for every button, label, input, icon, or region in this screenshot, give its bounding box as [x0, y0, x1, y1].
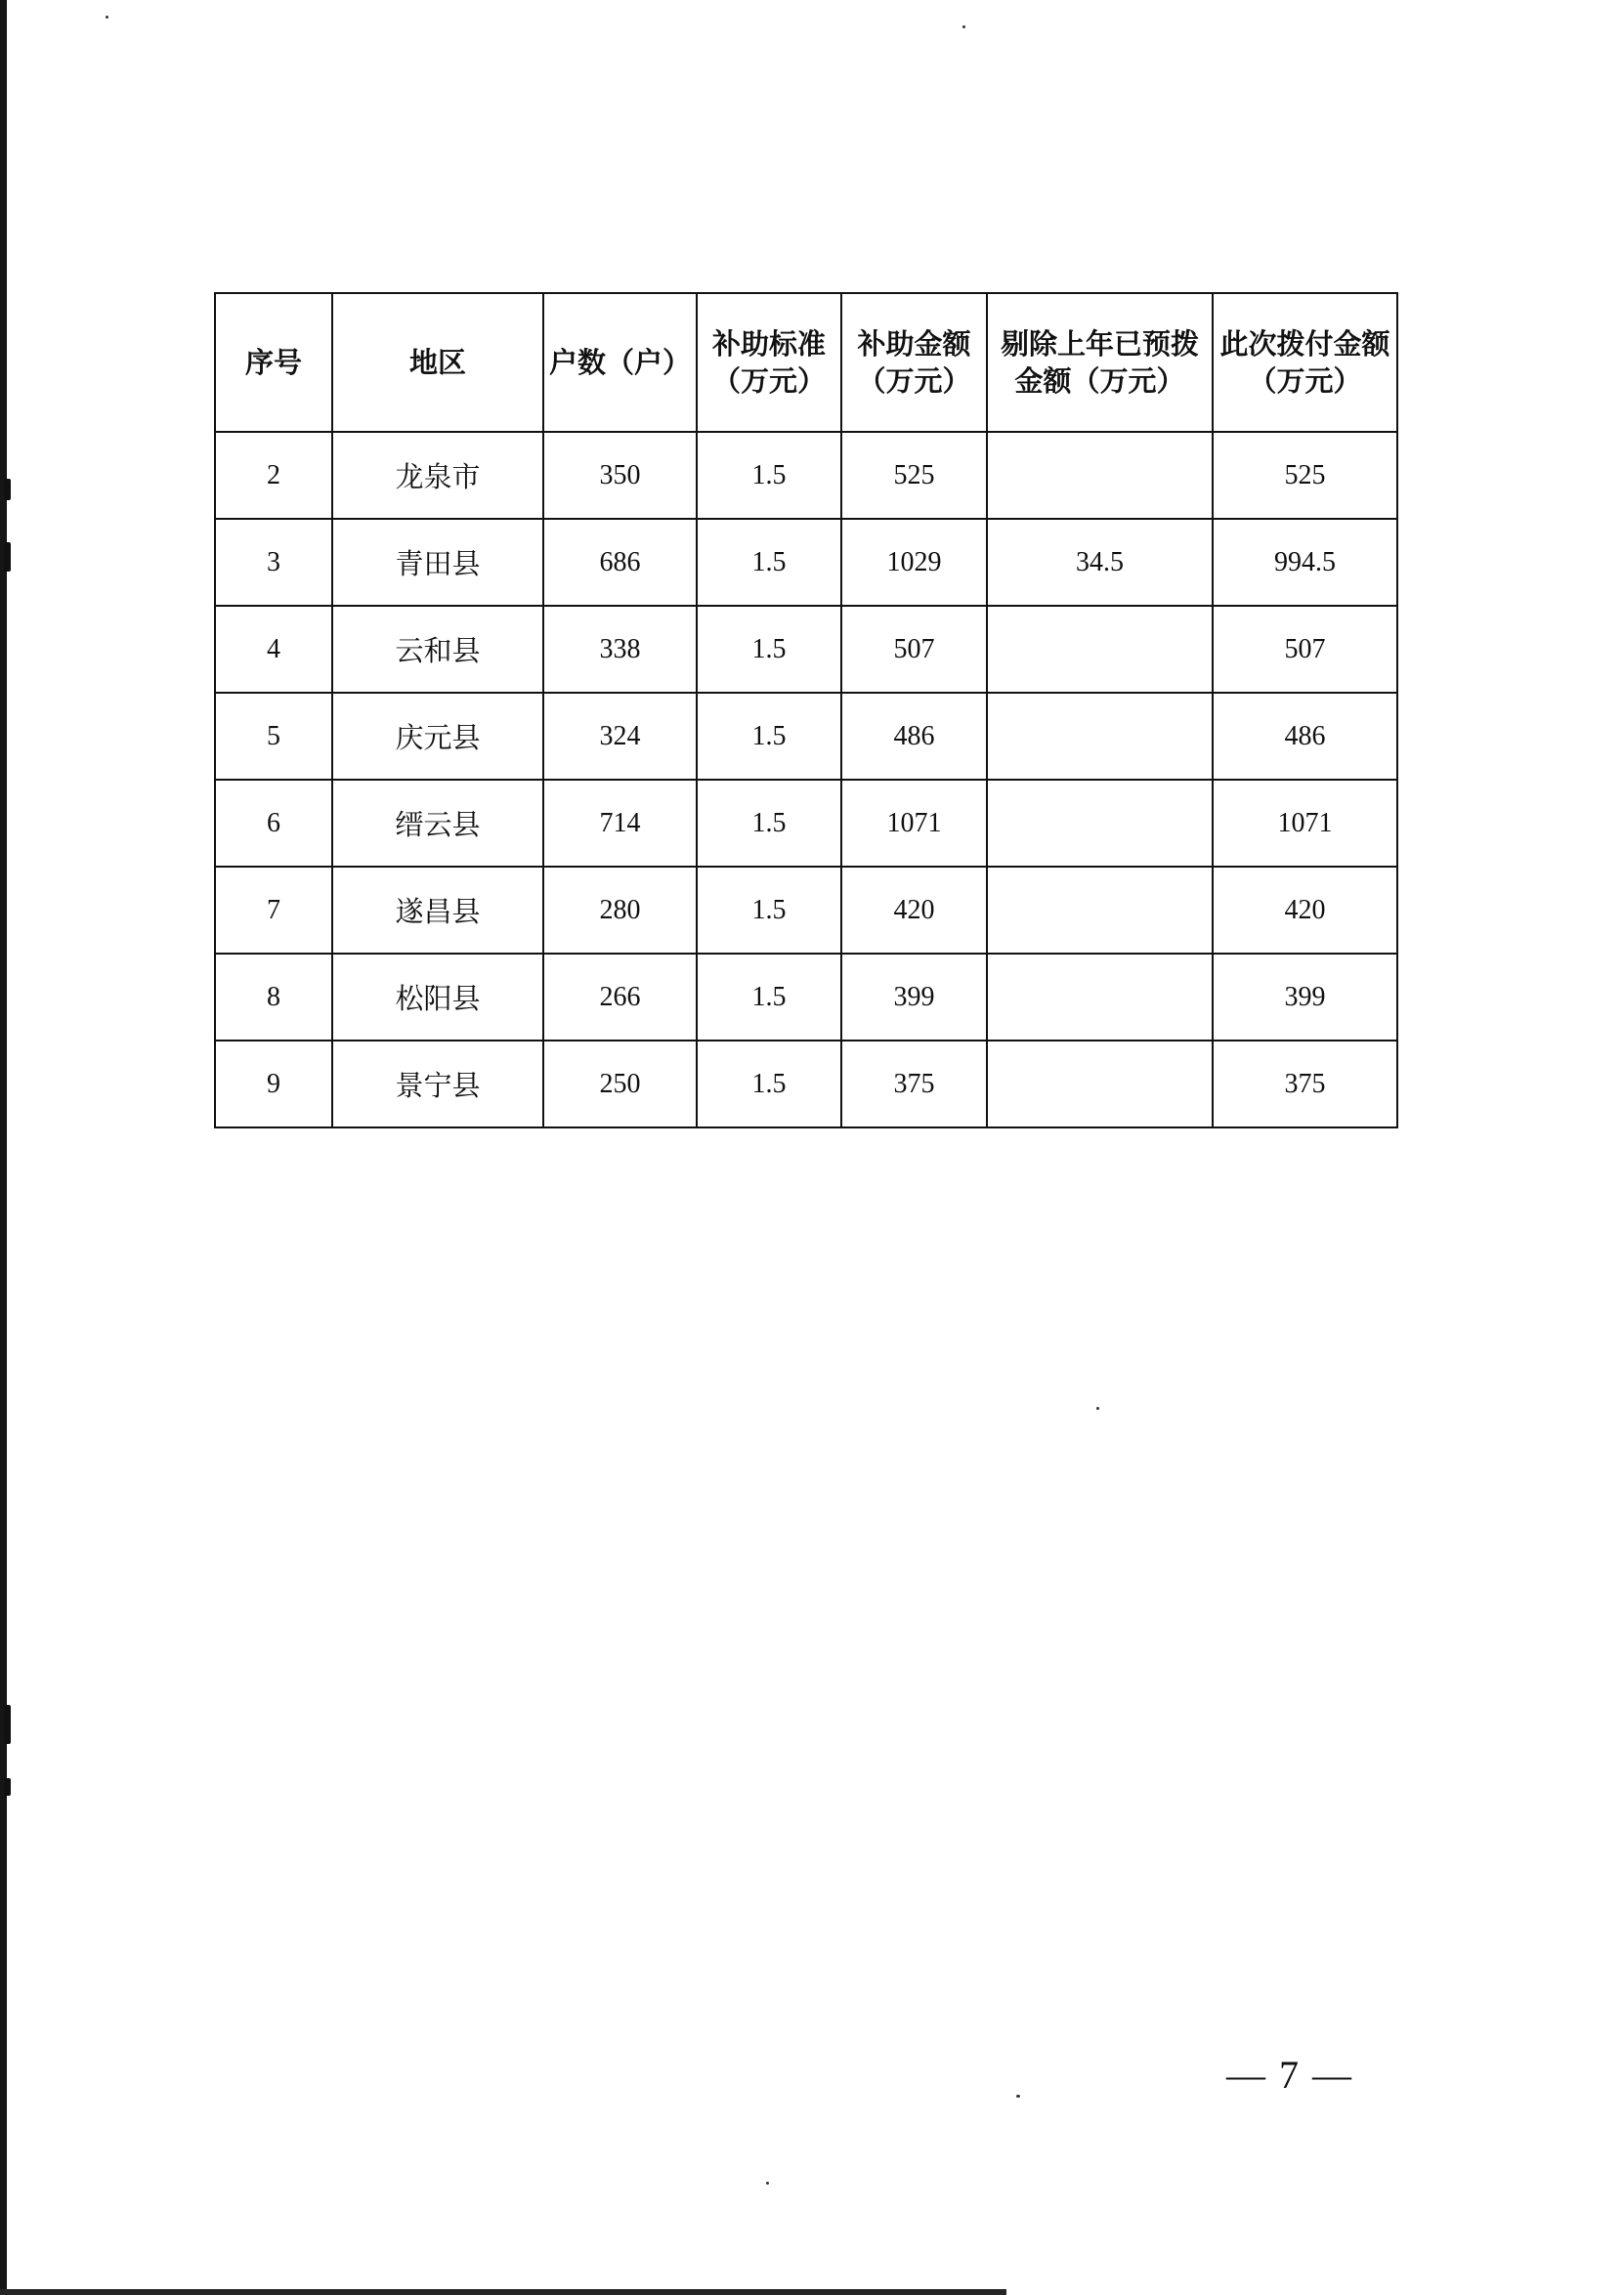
cell-payment-amount: 420: [1213, 867, 1397, 954]
cell-index: 9: [215, 1041, 332, 1127]
header-index: [215, 293, 332, 432]
cell-index: 8: [215, 954, 332, 1041]
header-line: 补助金额: [857, 327, 971, 361]
cell-households: 338: [543, 606, 697, 693]
cell-index: 6: [215, 780, 332, 867]
cell-subsidy-standard: 1.5: [697, 1041, 841, 1127]
header-deduction: [987, 293, 1213, 432]
cell-households: 686: [543, 519, 697, 606]
cell-deduction: [987, 867, 1213, 954]
cell-index: 2: [215, 432, 332, 519]
cell-households: 350: [543, 432, 697, 519]
cell-subsidy-amount: 1071: [841, 780, 987, 867]
cell-subsidy-standard: 1.5: [697, 867, 841, 954]
table-row: [215, 1041, 1397, 1127]
cell-subsidy-amount: 486: [841, 693, 987, 780]
cell-deduction: [987, 693, 1213, 780]
table-row: [215, 867, 1397, 954]
scan-speck: [106, 16, 108, 19]
header-line: 剔除上年已预拨: [1000, 327, 1199, 361]
table-row: [215, 954, 1397, 1041]
cell-households: 324: [543, 693, 697, 780]
page-number: — 7 —: [1226, 2053, 1353, 2097]
header-line: 此次拨付金额: [1219, 327, 1390, 361]
allocation-table: [214, 292, 1398, 1128]
scan-artifact: [4, 479, 11, 500]
cell-index: 3: [215, 519, 332, 606]
cell-subsidy-standard: 1.5: [697, 606, 841, 693]
scan-speck: [766, 2182, 769, 2185]
cell-subsidy-standard: 1.5: [697, 780, 841, 867]
cell-region: 云和县: [332, 606, 543, 693]
header-subsidy-amount: [841, 293, 987, 432]
table-body: [215, 432, 1397, 1127]
cell-subsidy-amount: 1029: [841, 519, 987, 606]
scan-left-edge: [0, 0, 7, 2295]
scan-speck: [962, 25, 965, 28]
cell-deduction: [987, 432, 1213, 519]
cell-deduction: [987, 1041, 1213, 1127]
cell-subsidy-standard: 1.5: [697, 954, 841, 1041]
scan-bottom-edge: [0, 2289, 1006, 2295]
cell-subsidy-amount: 375: [841, 1041, 987, 1127]
header-line: 地区: [408, 346, 466, 379]
scan-speck: [1016, 2095, 1020, 2098]
cell-payment-amount: 1071: [1213, 780, 1397, 867]
table-row: [215, 780, 1397, 867]
cell-region: 景宁县: [332, 1041, 543, 1127]
table-row: [215, 606, 1397, 693]
header-line: 户数（户）: [548, 346, 691, 379]
cell-subsidy-amount: 399: [841, 954, 987, 1041]
cell-deduction: [987, 954, 1213, 1041]
header-line: 补助标准: [711, 327, 826, 361]
scan-speck: [1096, 1407, 1099, 1410]
cell-households: 714: [543, 780, 697, 867]
cell-region: 松阳县: [332, 954, 543, 1041]
cell-subsidy-amount: 507: [841, 606, 987, 693]
table-row: [215, 693, 1397, 780]
cell-subsidy-standard: 1.5: [697, 432, 841, 519]
cell-subsidy-standard: 1.5: [697, 519, 841, 606]
cell-index: 5: [215, 693, 332, 780]
cell-payment-amount: 994.5: [1213, 519, 1397, 606]
cell-region: 龙泉市: [332, 432, 543, 519]
cell-payment-amount: 399: [1213, 954, 1397, 1041]
scan-artifact: [4, 1705, 11, 1744]
cell-region: 庆元县: [332, 693, 543, 780]
cell-subsidy-amount: 420: [841, 867, 987, 954]
cell-payment-amount: 486: [1213, 693, 1397, 780]
header-households: [543, 293, 697, 432]
header-payment-amount: [1213, 293, 1397, 432]
header-line: （万元）: [857, 364, 971, 398]
header-line: 序号: [244, 346, 302, 379]
cell-households: 250: [543, 1041, 697, 1127]
cell-index: 7: [215, 867, 332, 954]
table-header-row: [215, 293, 1397, 432]
cell-households: 266: [543, 954, 697, 1041]
cell-households: 280: [543, 867, 697, 954]
allocation-table-container: [214, 292, 1396, 1128]
scan-artifact: [4, 542, 11, 572]
cell-deduction: [987, 780, 1213, 867]
header-line: 金额（万元）: [1014, 364, 1185, 398]
cell-index: 4: [215, 606, 332, 693]
header-line: （万元）: [711, 364, 826, 398]
cell-payment-amount: 375: [1213, 1041, 1397, 1127]
header-region: [332, 293, 543, 432]
cell-subsidy-amount: 525: [841, 432, 987, 519]
header-subsidy-standard: [697, 293, 841, 432]
cell-deduction: 34.5: [987, 519, 1213, 606]
cell-payment-amount: 507: [1213, 606, 1397, 693]
cell-region: 缙云县: [332, 780, 543, 867]
cell-subsidy-standard: 1.5: [697, 693, 841, 780]
scan-artifact: [4, 1778, 11, 1796]
cell-deduction: [987, 606, 1213, 693]
cell-region: 遂昌县: [332, 867, 543, 954]
table-row: [215, 519, 1397, 606]
cell-payment-amount: 525: [1213, 432, 1397, 519]
cell-region: 青田县: [332, 519, 543, 606]
table-row: [215, 432, 1397, 519]
header-line: （万元）: [1248, 364, 1362, 398]
